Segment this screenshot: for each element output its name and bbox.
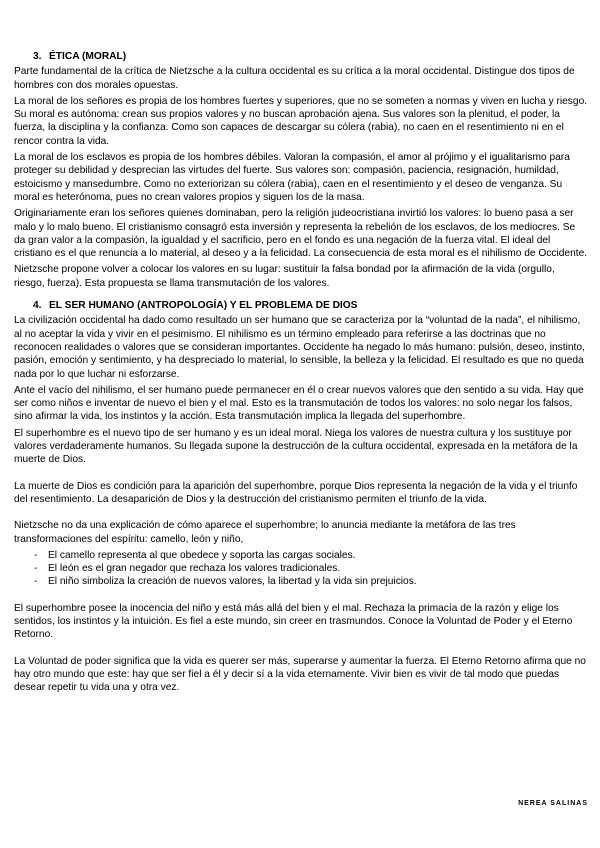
- section-4-paragraph: El superhombre es el nuevo tipo de ser humano y es un ideal moral. Niega los valores de nuestra cultura y los sustituye por valores verdaderamente humanos. Su llegada supone la destrucción de la cultura occidental, expresada en la metáfora de la muerte de Dios.: [14, 427, 578, 466]
- section-3-paragraph: Parte fundamental de la crítica de Nietzsche a la cultura occidental es su crítica a la moral occidental. Distingue dos tipos de hombres con dos morales opuestas.: [14, 66, 575, 91]
- section-4-title: EL SER HUMANO (ANTROPOLOGÍA) Y EL PROBLEMA DE DIOS: [49, 300, 358, 312]
- author-footer: NEREA SALINAS: [518, 800, 588, 807]
- section-3-paragraph: Originariamente eran los señores quienes dominaban, pero la religión judeocristiana invirtió los valores: lo bueno pasa a ser malo y lo malo bueno. El cristianismo consagró esta inversión y representa la rebelión de los esclavos, de los mediocres. Se da gran valor a la compasión, la igualdad y el sacrificio, pero en el fondo es una negación de la fuerza vital. El ideal del cristiano es el que renuncia a lo material, al deseo y a la felicidad. La consecuencia de esta moral es el nihilismo de Occidente.: [14, 208, 588, 260]
- list-dash: -: [34, 563, 38, 575]
- list-item: [14, 575, 588, 588]
- list-item-text: El niño simboliza la creación de nuevos valores, la libertad y la vida sin prejuicios.: [48, 576, 417, 588]
- section-3-number: 3.: [33, 51, 42, 62]
- section-3-paragraph: Nietzsche propone volver a colocar los valores en su lugar: sustituir la falsa bondad por la afirmación de la vida (orgullo, riesgo, fuerza). Esta propuesta se llama transmutación de los valores.: [14, 264, 555, 289]
- section-3-title: ÉTICA (MORAL): [49, 51, 127, 62]
- section-4-paragraph: Ante el vacío del nihilismo, el ser humano puede permanecer en él o crear nuevos valores que den sentido a su vida. Hay que ser como niños e inventar de nuevo el bien y el mal. Esto es la transmutación de todos los valores: no solo negar los falsos, sino afirmar la vida, los instintos y la acción. Esta transmutación implica la llegada del superhombre.: [14, 384, 584, 423]
- will-to-power-paragraph: La Voluntad de poder significa que la vida es querer ser más, superarse y aumentar la fuerza. El Eterno Retorno afirma que no hay otro mundo que este: hay que ser fiel a él y decir sí a la vida eternamente. Vivir bien es vivir de tal modo que puedas desear repetir tu vida una y otra vez.: [14, 655, 586, 694]
- section-3-paragraph: La moral de los esclavos es propia de los hombres débiles. Valoran la compasión, el amor al prójimo y el igualitarismo para proteger su debilidad y desprecian las virtudes del fuerte. Sus valores son: compasión, paciencia, resignación, humildad, estoicismo y mansedumbre. Como no exteriorizan su cólera (rabia), caen en el resentimiento y el deseo de venganza. Su moral es heterónoma, pues no crean valores propios y siguen los de la masa.: [14, 152, 570, 203]
- section-4-number: 4.: [33, 300, 42, 312]
- list-item: [14, 549, 588, 562]
- section-4-heading: [14, 299, 588, 312]
- document-body: [14, 50, 588, 697]
- list-item: [14, 562, 588, 575]
- list-dash: -: [34, 549, 38, 561]
- death-of-god-paragraph: La muerte de Dios es condición para la aparición del superhombre, porque Dios representa la negación de la vida y el triunfo del resentimiento. La desaparición de Dios y la destrucción del cristianismo permiten el triunfo de la vida.: [14, 480, 578, 505]
- list-item-text: El león es el gran negador que rechaza los valores tradicionales.: [48, 563, 341, 575]
- transformations-list: [14, 549, 588, 589]
- section-3-heading: [14, 50, 588, 63]
- transformations-intro: Nietzsche no da una explicación de cómo aparece el superhombre; lo anuncia mediante la metáfora de las tres transformaciones del espíritu: camello, león y niño,: [14, 520, 516, 545]
- list-dash: -: [34, 576, 38, 588]
- section-4-paragraph: La civilización occidental ha dado como resultado un ser humano que se caracteriza por la “voluntad de la nada”, el nihilismo, al no aceptar la vida y vivir en el pesimismo. El nihilismo es un término empleado para referirse a las doctrinas que no reconocen realidades o valores que se consideran importantes. Occidente ha negado lo más humano: pulsión, deseo, instinto, pasión, emoción y sentimiento, y ha despreciado lo material, lo sensible, la belleza y la felicidad. El resultado es que no queda nada por lo que luchar ni esforzarse.: [14, 315, 585, 380]
- list-item-text: El camello representa al que obedece y soporta las cargas sociales.: [48, 549, 356, 561]
- section-3-paragraph: La moral de los señores es propia de los hombres fuertes y superiores, que no se someten a normas y viven en lucha y riesgo. Su moral es autónoma: crean sus propios valores y no buscan aprobación ajena. Sus valores son la plenitud, el poder, la fuerza, la disciplina y la confianza. Como son capaces de descargar su cólera (rabia), no caen en el resentimiento ni en el rencor contra la vida.: [14, 95, 588, 147]
- superman-innocence-paragraph: El superhombre posee la inocencia del niño y está más allá del bien y el mal. Rechaza la primacía de la razón y elige los sentidos, los instintos y la intuición. Es fiel a este mundo, sin creer en trasmundos. Conoce la Voluntad de Poder y el Eterno Retorno.: [14, 602, 573, 641]
